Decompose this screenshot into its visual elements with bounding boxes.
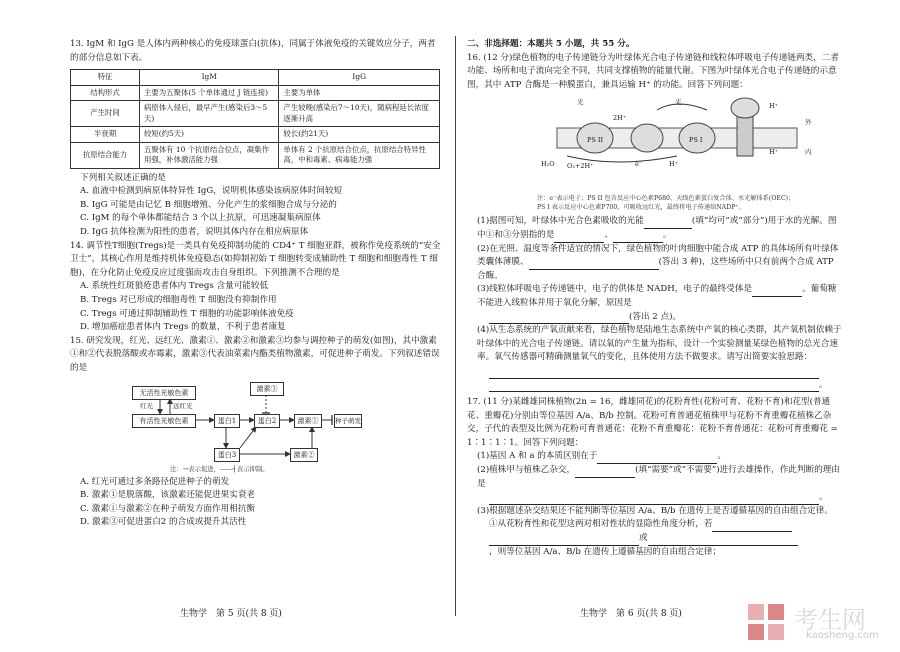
q16-sub2a: (2)在光照、温度等条件适宜的情况下，绿色植物的叶肉细胞中能合成 ATP 的具体场所有叶绿体类囊体薄膜、 — [477, 243, 839, 268]
answer-blank[interactable] — [752, 286, 802, 297]
answer-blank[interactable] — [613, 232, 663, 243]
answer-blank[interactable] — [489, 313, 629, 324]
q17-sub3-2: 或 — [639, 533, 648, 544]
q15-option-a: A. 红光可通过多条路径促进种子的萌发 — [80, 476, 230, 487]
inside-label: 内 — [805, 148, 812, 157]
red-light-label: 红光 — [140, 401, 153, 410]
q14-option-d: D. 增加癌症患者体内 Tregs 的数量，不利于患者康复 — [80, 322, 286, 333]
protein3-box: 蛋白3 — [214, 448, 240, 462]
q15-option-b: B. 激素①是脱落酸，该激素还能促进果实衰老 — [80, 490, 256, 501]
q15-option-d: D. 激素③可促进蛋白2 的合成或提升其活性 — [80, 517, 247, 528]
q13-option-d: D. IgG 抗体检测为阳性的患者，说明其体内存在相应病原体 — [80, 227, 309, 238]
q17-sub3-3: ，则等位基因 A/a、B/b 在遗传上遵循基因的自由组合定律； — [489, 546, 722, 557]
q16-sub2b: (答出 3 种)，这些场所中只有前两个合成 ATP 合酶。 — [477, 257, 834, 281]
q13-table — [70, 69, 440, 169]
h-ion-label-3: H⁺ — [669, 160, 679, 169]
h-ion-label-2: H⁺ — [769, 148, 779, 157]
light-label-1: 光 — [577, 98, 584, 107]
q16-figure-caption-1: 注：e⁻表示电子；PS II 包含反应中心色素P680、天线色素蛋白复合体、水光解体系(OEC)； — [537, 195, 795, 203]
footer-right-page-number: 生物学 第 6 页(共 8 页) — [580, 609, 682, 619]
h-ion-label-1: H⁺ — [769, 102, 779, 111]
q16-stem: 16. (12 分)绿色植物的电子传递链分为叶绿体光合电子传递链和线粒体呼吸电子传递链两类，二者功能、场所和电子流向完全不同，共同支撑植物的能量代谢。下图为叶绿体光合电子传递链的示意图，其中 ATP 合酶是一种膜蛋白，兼具运输 H⁺ 的功能。回答下列问题： — [467, 52, 839, 90]
answer-blank[interactable] — [575, 467, 635, 478]
q14-stem: 14. 调节性T细胞(Tregs)是一类具有免疫抑制功能的 CD4⁺ T 细胞亚群，被称作免疫系统的“安全卫士”，其核心作用是维持机体免疫稳态(如抑制初始 T 细胞转变成辅助性 T 细胞和细胞毒性 T 细胞)，在分化防止免疫反应过度强而攻击自身组织。下列推测不合理的是 — [70, 240, 441, 278]
table-row: 半衰期 较短(约5天) 较长(约21天) — [71, 127, 440, 143]
column-divider — [455, 36, 456, 616]
q16-figure-caption-2: PS I 表示反应中心色素P700，可吸收远红光，最终将电子传递给NADP⁺。 — [537, 204, 745, 212]
q14-option-a: A. 系统性红斑狼疮患者体内 Tregs 含量可能较低 — [80, 281, 269, 292]
answer-blank[interactable] — [597, 453, 717, 464]
table-header: IgM — [140, 70, 279, 86]
q13-option-a: A. 血液中检测到病原体特异性 IgG，说明机体感染该病原体时间较短 — [80, 186, 343, 197]
q17-sub2b: (填“需要”或“不需要”)进行去雄操作，作此判断的理由是 — [477, 465, 840, 489]
hormone3-box: 激素③ — [250, 382, 284, 396]
footer-left-page-number: 生物学 第 5 页(共 8 页) — [180, 609, 282, 619]
ps2-label: PS II — [587, 136, 604, 145]
q16-sub4: (4)从生态系统的产氧贡献来看，绿色植物是陆地生态系统中产氧的核心类群，其产氧机制依赖于叶绿体中的光合电子传递链。请以氧的产生量为指标，设计一个实验测量某绿色植物的总光合速率。氧气传感器可精确测量氧气的变化，且体使用方法不做要求。请写出简要实验思路： — [477, 325, 842, 363]
q17-sub2a: (2)植株甲与植株乙杂交， — [477, 465, 576, 476]
seed-germination-box: 种子萌发 — [334, 414, 362, 428]
q16-sub1a: (1)据图可知，叶绿体中光合色素吸收的光能 — [477, 216, 644, 227]
hormone2-box: 激素② — [290, 448, 318, 462]
inactive-phytochrome-box: 无活性光敏色素 — [132, 386, 196, 400]
answer-blank[interactable] — [644, 218, 692, 229]
answer-blank[interactable] — [712, 521, 792, 532]
active-phytochrome-box: 有活性光敏色素 — [132, 414, 196, 428]
q17-sub3: (3)根据题述杂交结果还不能判断等位基因 A/a、B/b 在遗传上是否遵循基因的自由组合定律。 — [477, 505, 833, 516]
q16-sub1b: (填“均可”或“部分”)用于水的光解。图中①和③分别指的是 — [477, 216, 837, 240]
table-row: 抗原结合能力 五聚体有 10 个抗原结合位点，凝集作用强，补体激活能力强 单体有 2 个抗原结合位点，抗原结合特异性高，中和毒素、病毒能力强 — [71, 142, 440, 168]
answer-blank[interactable] — [489, 381, 819, 392]
protein1-box: 蛋白1 — [214, 414, 240, 428]
table-header: 特征 — [71, 70, 140, 86]
answer-blank[interactable] — [489, 494, 819, 505]
right-column: 二、非选择题：本题共 5 小题，共 55 分。 16. (12 分)绿色植物的电子传递链分为叶绿体光合电子传递链和线粒体呼吸电子传递链两类，二者功能、场所和电子流向完全不同，共同支撑植物的能量代谢。下图为叶绿体光合电子传递链的示意图，其中 ATP 合酶是一种膜蛋白，兼具运输 H⁺ 的功能。回答下列问题： 光 光 H⁺ H⁺ H⁺ 2H⁺ e⁻ PS II PS I 外 内 H₂O O₂+2H⁺ 注：e⁻表示电子；PS II 包含反应中心色素P680、天线色素蛋白复合体、水光解体系(OEC)； PS I 表示反应中心色素P700，可吸收远红光，最终将电子传递给NADP⁺。 (1)据图可知，叶绿体中光合色素吸收的光能 (填“均可”或“部分”)用于水的光解。图中①和③分别指的是 、 。 (2)在光照、温度等条件适宜的情况下，绿色植物的叶肉细胞中能合成 ATP 的具体场所有叶绿体类囊体薄膜、 (答出 3 种)，这些场所中只有前两个合成 ATP 合酶。 (3)线粒体呼吸电子传递链中，电子的供体是 NADH，电子的最终受体是 。葡萄糖不能进入线粒体并用于氧化分解，原因是 (答出 2 点)。 (4)从生态系统的产氧贡献来看，绿色植物是陆地生态系统中产氧的核心类群，其产氧机制依赖于叶绿体中的光合电子传递链。请以氧的产生量为指标，设计一个实验测量某绿色植物的总光合速率。氧气传感器可精确测量氧气的变化，且体使用方法不做要求。请写出简要实验思路： 。 17. (11 分)某雌雄同株植物(2n = 16，雌雄同花)的花粉育性(花粉可育、花粉不育)和花型(普通花、重瓣花)分别由等位基因 A/a、B/b 控制。花粉可育普通花植株甲与花粉不育重瓣花植株乙杂交，子代的表型及比例为花粉可育普通花：花粉不育重瓣花：花粉不育普通花：花粉可育重瓣花 = 1∶1∶1∶1。回答下列问题： (1)基因 A 和 a 的本质区别在于 。 (2)植株甲与植株乙杂交， (填“需要”或“不需要”)进行去雄操作，作此判断的理由是 。 (3)根据题述杂交结果还不能判断等位基因 A/a、B/b 在遗传上是否遵循基因的自由组合定律。 ①从花粉育性和花型这两对相对性状的显隐性角度分析，若 或 ，则等位基因 A/a、B/b 在遗传上遵循基因的自由组合定律； — [467, 38, 845, 559]
light-label-2: 光 — [675, 98, 682, 107]
q15-option-c: C. 激素①与激素②在种子萌发方面作用相抗衡 — [80, 503, 256, 514]
q17-sub3-1: ①从花粉育性和花型这两对相对性状的显隐性角度分析，若 — [489, 519, 713, 530]
left-column — [70, 38, 442, 530]
two-h-ion-label: 2H⁺ — [613, 114, 627, 123]
q16-sub3b: 。葡萄糖不能进入线粒体并用于氧化分解，原因是 — [477, 284, 837, 308]
kaosheng-watermark-logo — [746, 600, 896, 646]
far-red-light-label: 远红光 — [173, 401, 193, 410]
q14-option-b: B. Tregs 对已形成的细胞毒性 T 细胞没有抑制作用 — [80, 295, 277, 306]
kaosheng-logo-icon — [746, 602, 788, 644]
protein2-box: 蛋白2 — [254, 414, 280, 428]
q13-option-c: C. IgM 的每个单体都能结合 3 个以上抗原，可迅速凝集病原体 — [80, 213, 321, 224]
q15-figure-caption: 注：→表示促进，——┤表示抑制。 — [170, 464, 269, 473]
table-row: 产生时间 病原体入侵后，最早产生(感染后3～5天) 产生较晚(感染后7～10天)，随病程延长浓度逐渐升高 — [71, 101, 440, 127]
outside-label: 外 — [805, 118, 812, 127]
q13-question: 下列相关叙述正确的是 — [80, 172, 166, 183]
q16-sub3c: (答出 2 点)。 — [629, 311, 682, 322]
answer-blank[interactable] — [489, 368, 819, 379]
q13-option-b: B. IgG 可能是由记忆 B 细胞增殖、分化产生的浆细胞合成与分泌的 — [80, 199, 337, 210]
answer-blank[interactable] — [648, 535, 798, 546]
hormone1-box: 激素① — [294, 414, 322, 428]
q16-sub3a: (3)线粒体呼吸电子传递链中，电子的供体是 NADH，电子的最终受体是 — [477, 284, 753, 295]
answer-blank[interactable] — [554, 232, 604, 243]
water-label: H₂O — [541, 160, 555, 169]
q14-option-c: C. Tregs 可通过抑制辅助性 T 细胞的功能影响体液免疫 — [80, 308, 294, 319]
oxygen-label: O₂+2H⁺ — [567, 162, 594, 171]
answer-blank[interactable] — [529, 259, 659, 270]
table-row: 结构形式 主要为五聚体(5 个单体通过 J 链连接) 主要为单体 — [71, 85, 440, 101]
q17-sub1: (1)基因 A 和 a 的本质区别在于 — [477, 451, 598, 462]
watermark-text: 考生网 — [794, 606, 866, 634]
q15-stem: 15. 研究发现，红光、远红光、激素①、激素②和激素③均参与调控种子的萌发(如图)，其中激素①和②代表脱落酸或赤霉素，激素③代表油菜素内酯类植物激素，可促进种子萌发。下列叙述错误的是 — [70, 335, 440, 373]
q13-stem: 13. IgM 和 IgG 是人体内两种核心的免疫球蛋白(抗体)，同属于体液免疫的关键效应分子，两者的部分信息如下表。 — [70, 39, 436, 63]
watermark-url: kaosheng.com — [806, 630, 879, 641]
q16-diagram — [537, 94, 837, 194]
section2-heading: 二、非选择题：本题共 5 小题，共 55 分。 — [467, 39, 635, 49]
q15-diagram — [130, 380, 360, 476]
electron-label: e⁻ — [635, 160, 643, 169]
q17-stem: 17. (11 分)某雌雄同株植物(2n = 16，雌雄同花)的花粉育性(花粉可育、花粉不育)和花型(普通花、重瓣花)分别由等位基因 A/a、B/b 控制。花粉可育普通花植株甲与花粉不育重瓣花植株乙杂交，子代的表型及比例为花粉可育普通花：花粉不育重瓣花：花粉不育普通花：花粉可育重瓣花 = 1∶1∶1∶1。回答下列问题： — [467, 397, 838, 448]
ps1-label: PS I — [689, 136, 703, 145]
table-header: IgG — [279, 70, 440, 86]
answer-blank[interactable] — [489, 535, 639, 546]
